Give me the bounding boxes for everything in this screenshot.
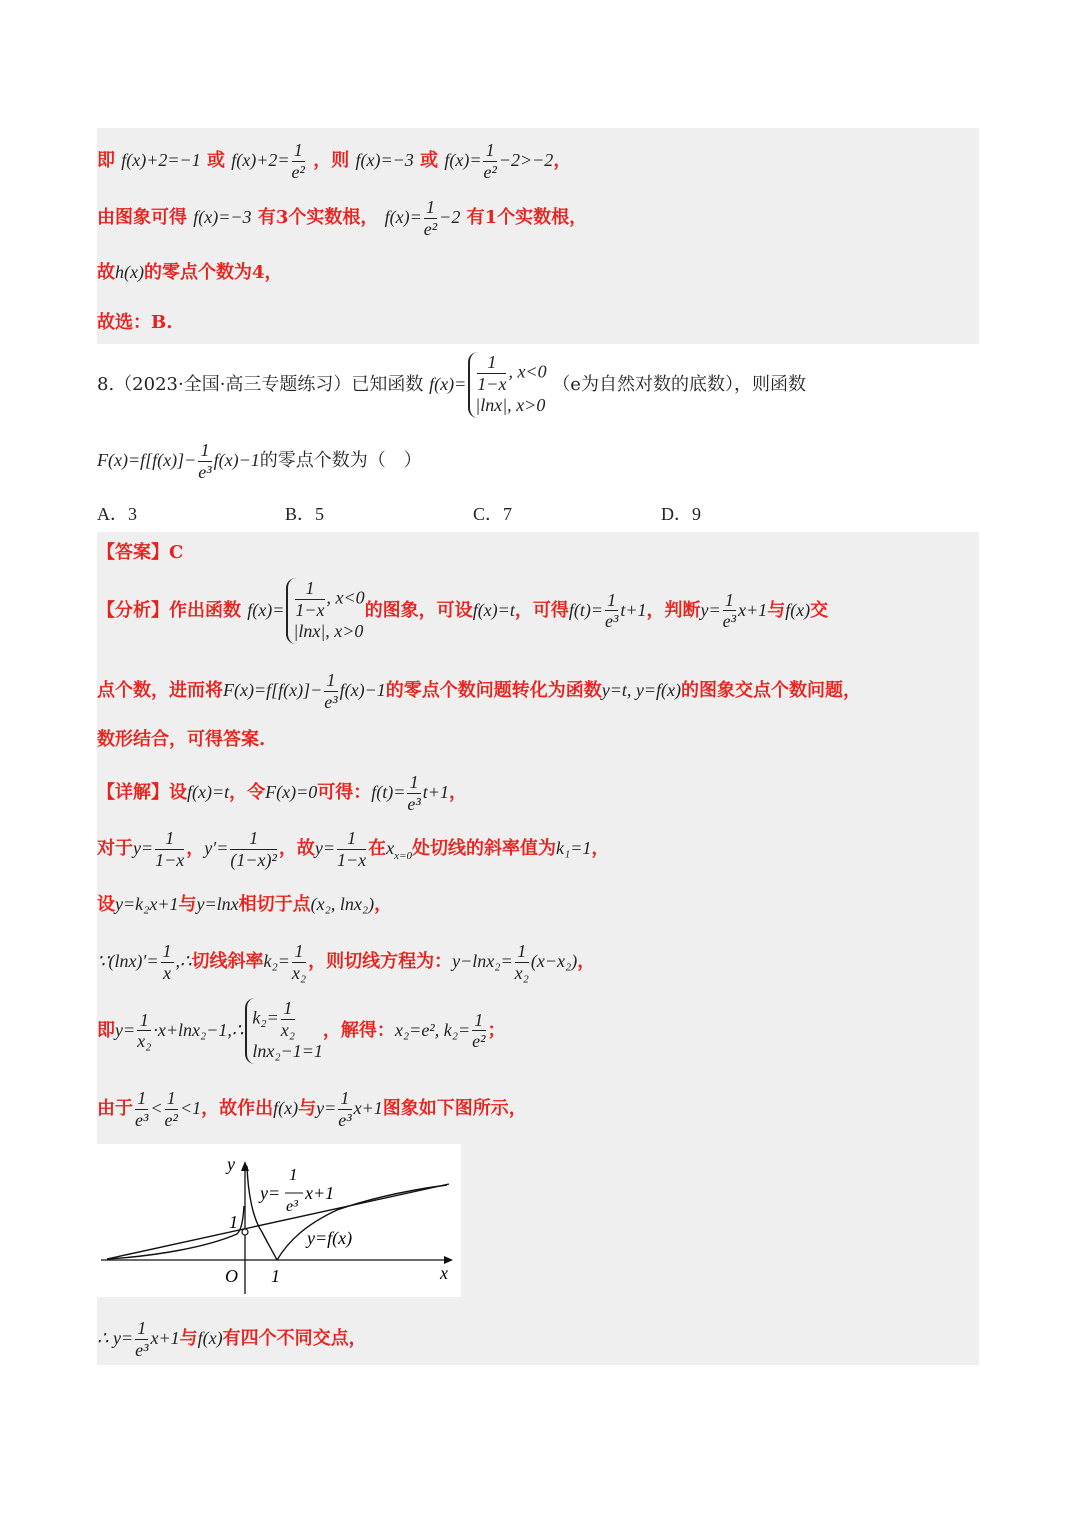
denominator: e³ xyxy=(604,611,619,632)
text: 设 xyxy=(97,894,115,915)
piecewise xyxy=(468,352,546,418)
line-label-b: x+1 xyxy=(305,1183,335,1203)
math: y=t, y=f(x) xyxy=(601,680,682,701)
denominator: e³ xyxy=(135,1109,149,1130)
analysis-line-1 xyxy=(97,578,828,644)
denominator: 1−x xyxy=(337,849,367,870)
question-line-1 xyxy=(97,352,806,418)
math: k₂= xyxy=(252,1007,279,1028)
top-line-2 xyxy=(97,197,587,239)
subscript: x=0 xyxy=(394,849,412,862)
math: f(x)= xyxy=(429,373,467,394)
math: f(x) xyxy=(197,1328,223,1349)
condition: , x<0 xyxy=(508,361,547,382)
numerator: 1 xyxy=(605,590,618,612)
math: x+1 xyxy=(738,599,768,620)
math: y=k₂x+1 xyxy=(115,894,179,914)
text: 即 xyxy=(97,150,115,172)
question-prefix: 8.（2023·全国·高三专题练习）已知函数 xyxy=(97,373,424,395)
x-tick-1: 1 xyxy=(271,1266,280,1286)
denominator: e³ xyxy=(338,1109,352,1130)
denominator: e² xyxy=(164,1109,178,1130)
math: x+1 xyxy=(150,1328,180,1349)
fraction xyxy=(135,1318,148,1360)
fraction xyxy=(723,590,736,632)
text: 由于 xyxy=(97,1098,133,1120)
math: f(x)−1 xyxy=(213,450,260,471)
y-axis-label: y xyxy=(227,1154,235,1174)
numerator: 1 xyxy=(338,1088,351,1110)
math: f(t)= xyxy=(568,599,603,620)
math: f(x)=t xyxy=(187,782,230,803)
numerator: 1 xyxy=(472,1010,485,1032)
math: f(x)=−3 xyxy=(193,207,252,228)
text: 对于 xyxy=(97,838,133,860)
text: 故 xyxy=(97,262,115,283)
text: ，令 xyxy=(229,782,266,804)
math: ,∴ xyxy=(175,951,192,972)
fraction xyxy=(424,197,437,239)
text: ， xyxy=(553,150,572,172)
math: y−lnx₂= xyxy=(452,951,513,972)
denominator: (1−x)² xyxy=(230,849,277,870)
text: 与 xyxy=(178,894,197,915)
denominator: x₂ xyxy=(291,962,307,983)
numerator: 1 xyxy=(165,1088,178,1110)
math: y= xyxy=(133,838,154,859)
denominator: 1−x xyxy=(295,599,325,620)
numerator: 1 xyxy=(723,590,736,612)
text: ，判断 xyxy=(646,599,701,621)
text: 有四个不同交点， xyxy=(222,1328,367,1350)
text: ， xyxy=(448,782,467,804)
text: 的图象交点个数问题， xyxy=(681,680,862,702)
line-label-a: y= xyxy=(260,1183,281,1203)
equation: lnx₂−1=1 xyxy=(252,1041,323,1062)
fraction xyxy=(155,828,184,870)
denominator: e³ xyxy=(722,611,737,632)
denominator: e³ xyxy=(135,1339,149,1360)
math: −2 xyxy=(439,207,461,228)
numerator: 1 xyxy=(230,828,277,850)
math: y= xyxy=(115,1019,136,1040)
math: F(x)=f[f(x)]− xyxy=(97,450,197,471)
curve-lnx-increasing xyxy=(277,1185,447,1260)
text: 在 xyxy=(368,838,387,860)
analysis-line-2 xyxy=(97,670,861,712)
text: ，则切线方程为： xyxy=(308,951,453,973)
numerator: 1 xyxy=(292,140,305,162)
math: −2>−2 xyxy=(498,150,554,171)
equation-system xyxy=(245,998,323,1064)
text: ， xyxy=(186,838,205,860)
condition: , x<0 xyxy=(326,587,365,608)
line-label-den: e³ xyxy=(286,1198,298,1215)
text: 与 xyxy=(298,1098,317,1120)
detail-line-5 xyxy=(97,998,506,1064)
math: k₁=1 xyxy=(555,838,592,859)
y-tick-1: 1 xyxy=(229,1212,238,1232)
math: f(x) xyxy=(273,1098,299,1119)
text: 可得： xyxy=(317,782,372,804)
math: f(x)= xyxy=(444,150,482,171)
denominator: 1−x xyxy=(155,849,185,870)
text: ，可得 xyxy=(514,599,569,621)
math: x+1 xyxy=(353,1098,383,1119)
denominator: e² xyxy=(423,218,438,239)
fraction xyxy=(515,941,529,983)
numerator: 1 xyxy=(424,197,437,219)
text: 处切线的斜率值为 xyxy=(411,838,556,860)
text: ， xyxy=(577,951,596,973)
text: ，则 xyxy=(313,150,350,172)
fraction xyxy=(483,140,496,182)
detail-line-1 xyxy=(97,772,467,814)
denominator: e² xyxy=(472,1031,486,1052)
math: y′= xyxy=(204,838,229,859)
text: 图象如下图所示， xyxy=(382,1098,527,1120)
text: ，故作出 xyxy=(201,1098,274,1120)
math: <1 xyxy=(179,1098,202,1119)
conclusion-line xyxy=(97,1318,367,1360)
text: ， xyxy=(374,894,393,915)
fraction xyxy=(135,1088,148,1130)
fraction xyxy=(137,1010,151,1052)
numerator: 1 xyxy=(483,140,496,162)
curve-lnx-decreasing xyxy=(247,1166,277,1260)
denominator: x xyxy=(163,962,172,983)
text: ，解得： xyxy=(322,1019,395,1041)
denominator: x₂ xyxy=(514,962,529,983)
top-line-4 xyxy=(97,314,172,332)
curve-left-branch xyxy=(107,1206,244,1259)
numerator: 1 xyxy=(198,440,211,462)
math: y=lnx xyxy=(196,894,239,914)
x-axis-label: x xyxy=(440,1263,448,1283)
numerator: 1 xyxy=(135,1088,148,1110)
numerator: 1 xyxy=(477,352,506,374)
math: f(x)=−3 xyxy=(355,150,414,171)
text: 点个数，进而将 xyxy=(97,680,223,702)
fraction xyxy=(198,440,211,482)
line-label-num: 1 xyxy=(289,1165,298,1184)
text: 的零点个数为（ ） xyxy=(259,450,422,472)
numerator: 1 xyxy=(135,1318,148,1340)
math: F(x)=f[f(x)]− xyxy=(223,680,323,701)
text: 相切于点 xyxy=(238,894,311,915)
math: y= xyxy=(314,838,336,859)
fraction xyxy=(230,828,277,870)
math: k₂= xyxy=(263,951,290,972)
text: 【详解】设 xyxy=(97,782,187,804)
math: < xyxy=(150,1098,163,1119)
denominator: e³ xyxy=(407,793,421,814)
top-line-3 xyxy=(97,263,283,282)
text: 的图象，可设 xyxy=(364,599,473,621)
text: 的零点个数问题转化为函数 xyxy=(385,680,602,702)
text: 【分析】作出函数 xyxy=(97,599,241,621)
math: t+1 xyxy=(422,782,449,803)
option-c[interactable]: C．7 xyxy=(473,504,513,524)
text: 或 xyxy=(206,150,225,172)
text: 由图象可得 xyxy=(97,207,187,229)
origin-label: O xyxy=(225,1266,238,1286)
numerator: 1 xyxy=(155,828,184,850)
math: ∴ y= xyxy=(97,1328,134,1349)
text: 交 xyxy=(810,599,829,621)
text: ； xyxy=(487,1019,506,1041)
text: 与 xyxy=(179,1328,198,1350)
top-line-1 xyxy=(97,140,571,182)
math: x₂=e², k₂= xyxy=(394,1019,471,1040)
numerator: 1 xyxy=(292,941,306,963)
text: 故选：B. xyxy=(97,312,173,333)
detail-line-6 xyxy=(97,1088,527,1130)
question-suffix: （e为自然对数的底数），则函数 xyxy=(552,373,806,395)
detail-line-2 xyxy=(97,828,609,870)
open-point xyxy=(242,1229,248,1235)
curve-label: y=f(x) xyxy=(307,1228,353,1248)
piecewise xyxy=(286,578,364,644)
denominator: x₂ xyxy=(280,1019,296,1040)
fraction xyxy=(165,1088,178,1130)
graph-svg xyxy=(97,1144,461,1297)
math: f(x)−1 xyxy=(339,680,386,701)
detail-line-4 xyxy=(97,941,595,983)
text: 的零点个数为4， xyxy=(143,262,283,283)
text: 有3个实数根， xyxy=(257,207,379,229)
math: h(x) xyxy=(115,262,144,282)
numerator: 1 xyxy=(137,1010,151,1032)
function-graph xyxy=(97,1144,461,1297)
option-a[interactable]: A．3 xyxy=(97,504,137,524)
numerator: 1 xyxy=(515,941,529,963)
fraction xyxy=(161,941,174,983)
numerator: 1 xyxy=(407,772,420,794)
text: 与 xyxy=(767,599,786,621)
math: f(x)=t xyxy=(472,599,515,620)
math: ·x+lnx₂−1,∴ xyxy=(153,1019,244,1040)
math: f(x)= xyxy=(384,207,422,228)
fraction xyxy=(605,590,618,632)
question-line-2 xyxy=(97,440,422,482)
math: y= xyxy=(700,599,721,620)
case-2: |lnx|, x>0 xyxy=(475,395,546,416)
denominator: x₂ xyxy=(137,1031,152,1052)
text: 有1个实数根， xyxy=(466,207,588,229)
fraction xyxy=(292,140,305,182)
numerator: 1 xyxy=(324,670,337,692)
math: f(x)+2=−1 xyxy=(121,150,201,171)
math: f(x) xyxy=(785,599,811,620)
math: (x−x₂) xyxy=(530,951,578,972)
text: ，故 xyxy=(278,838,315,860)
fraction xyxy=(337,828,366,870)
text: 或 xyxy=(420,150,439,172)
fraction xyxy=(292,941,306,983)
numerator: 1 xyxy=(337,828,366,850)
analysis-line-3: 数形结合，可得答案. xyxy=(97,729,266,750)
denominator: e² xyxy=(483,161,497,182)
math: ∵(lnx)′= xyxy=(97,951,159,972)
denominator: 1−x xyxy=(477,373,507,394)
denominator: e³ xyxy=(324,691,338,712)
fraction xyxy=(324,670,337,712)
numerator: 1 xyxy=(281,998,295,1020)
fraction xyxy=(338,1088,351,1130)
math: F(x)=0 xyxy=(265,782,318,803)
text: 即 xyxy=(97,1019,115,1041)
math: (x₂, lnx₂) xyxy=(310,894,375,914)
math: f(t)= xyxy=(371,782,406,803)
denominator: e³ xyxy=(198,461,212,482)
answer-label: 【答案】C xyxy=(97,542,184,563)
fraction xyxy=(295,578,324,620)
option-b[interactable]: B．5 xyxy=(285,504,325,524)
fraction xyxy=(407,772,420,814)
denominator: e² xyxy=(291,161,305,182)
text: 切线斜率 xyxy=(191,951,264,973)
option-d[interactable]: D．9 xyxy=(661,504,701,524)
math: t+1 xyxy=(620,599,647,620)
numerator: 1 xyxy=(162,941,172,961)
text: ， xyxy=(591,838,610,860)
fraction xyxy=(281,998,295,1040)
math: y= xyxy=(316,1098,337,1119)
math: f(x)= xyxy=(247,599,285,620)
fraction xyxy=(472,1010,485,1052)
numerator: 1 xyxy=(295,578,324,600)
detail-line-3 xyxy=(97,895,392,914)
fraction xyxy=(477,352,506,394)
math: f(x)+2= xyxy=(231,150,290,171)
case-2: |lnx|, x>0 xyxy=(293,621,364,642)
math: x xyxy=(386,838,395,859)
